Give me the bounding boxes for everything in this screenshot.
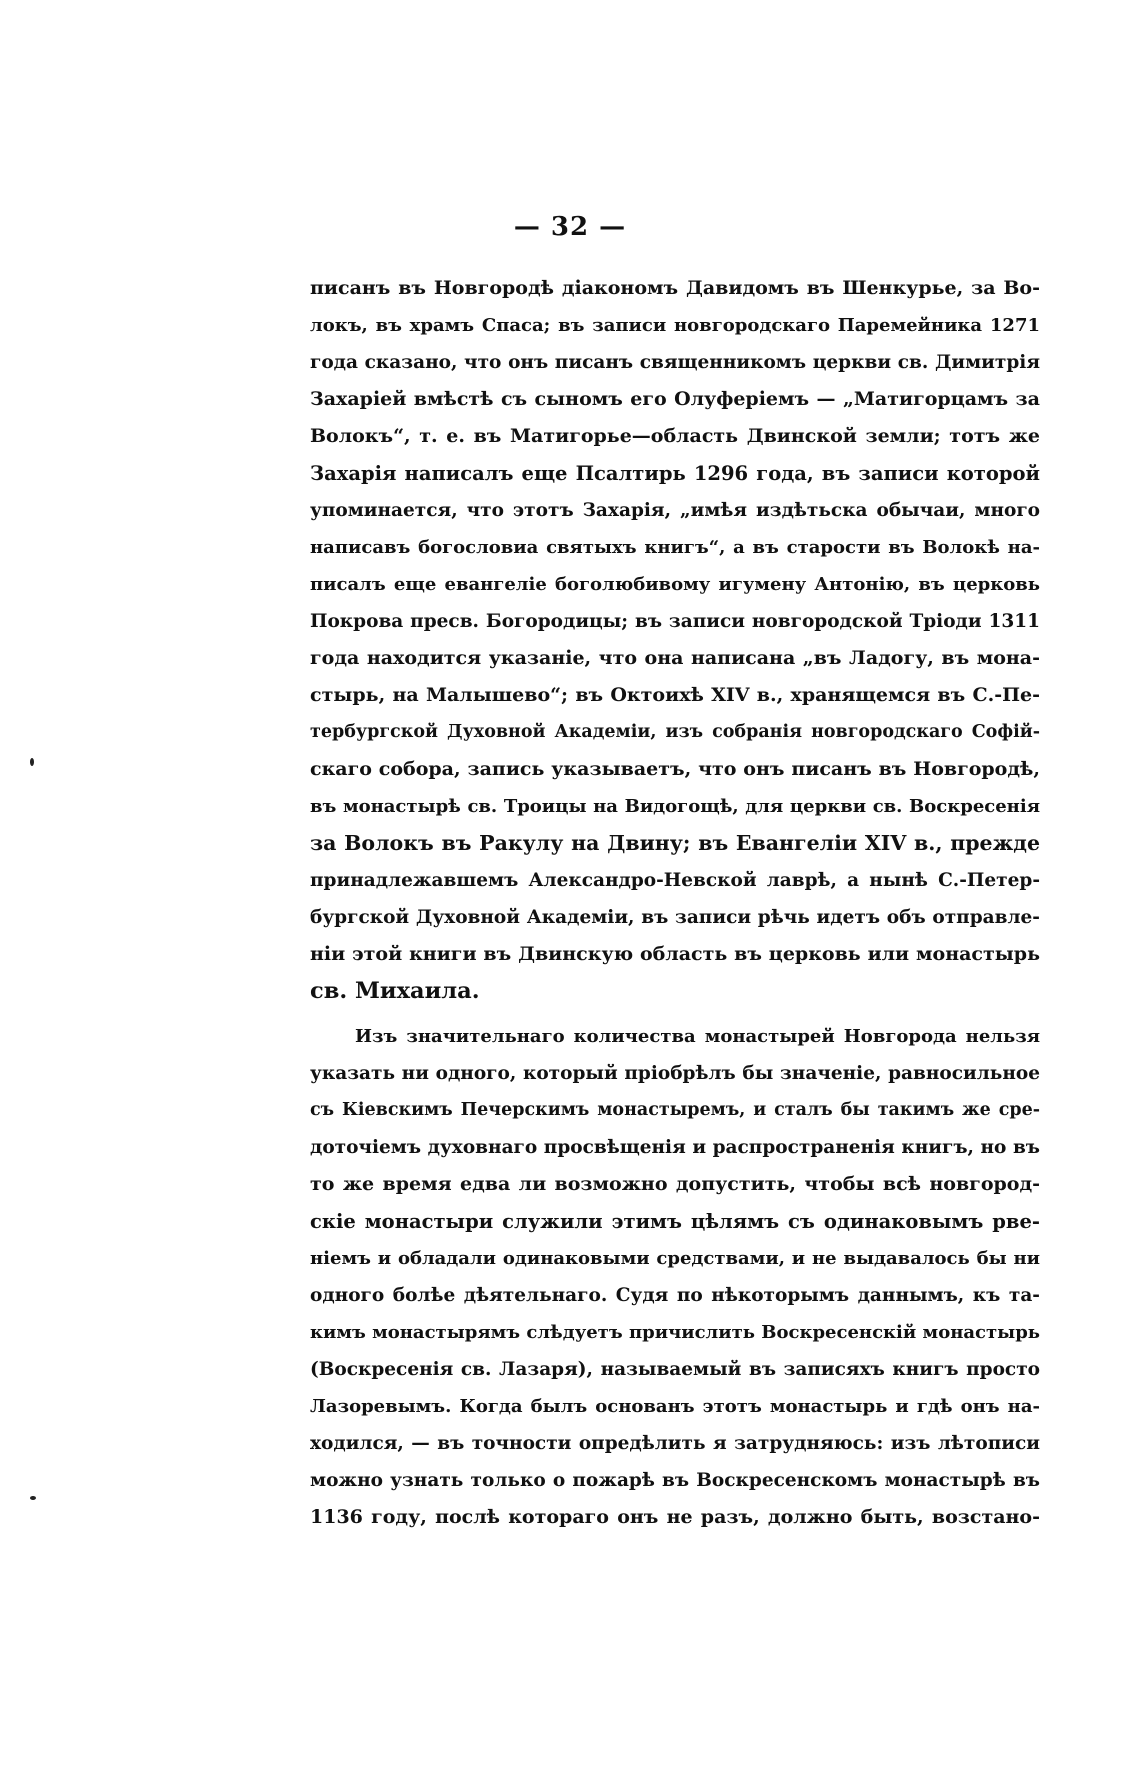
scan-speck	[30, 758, 34, 766]
text-line: св. Михаила.	[310, 978, 480, 1004]
text-line: одного болѣе дѣятельнаго. Судя по нѣкоторымъ даннымъ, къ та-	[310, 1285, 1040, 1306]
text-line: скіе монастыри служили этимъ цѣлямъ съ одинаковымъ рве-	[310, 1210, 1040, 1233]
text-line: Захарія написалъ еще Псалтирь 1296 года, въ записи которой	[310, 462, 1040, 485]
text-line: тербургской Духовной Академіи, изъ собранія новгородскаго Софій-	[310, 722, 1040, 742]
text-line: указать ни одного, который пріобрѣлъ бы значеніе, равносильное	[310, 1063, 1040, 1084]
text-line: ніи этой книги въ Двинскую область въ церковь или монастырь	[310, 943, 1040, 965]
text-line: ніемъ и обладали одинаковыми средствами, и не выдавалось бы ни	[310, 1248, 1040, 1269]
text-line: ходился, — въ точности опредѣлить я затрудняюсь: изъ лѣтописи	[310, 1433, 1040, 1454]
text-line: принадлежавшемъ Александро-Невской лаврѣ, а нынѣ С.-Петер-	[310, 870, 1040, 891]
paragraph-1	[310, 270, 1040, 1010]
text-line: Лазоревымъ. Когда былъ основанъ этотъ монастырь и гдѣ онъ на-	[310, 1396, 1040, 1417]
text-line: писалъ еще евангеліе боголюбивому игумену Антонію, въ церковь	[310, 574, 1040, 595]
text-line: года сказано, что онъ писанъ священникомъ церкви св. Димитрія	[310, 352, 1040, 373]
text-line: за Волокъ въ Ракулу на Двину; въ Евангеліи XIV в., прежде	[310, 831, 1040, 855]
text-line: 1136 году, послѣ котораго онъ не разъ, должно быть, возстано-	[310, 1506, 1040, 1528]
text-line: Изъ значительнаго количества монастырей Новгорода нельзя	[355, 1026, 1040, 1047]
scan-speck	[30, 1496, 36, 1500]
body-text	[310, 270, 1040, 1536]
text-line: упоминается, что этотъ Захарія, „имѣя издѣтьска обычаи, много	[310, 500, 1040, 521]
paragraph-2	[310, 1018, 1040, 1536]
text-line: бургской Духовной Академіи, въ записи рѣчь идетъ объ отправле-	[310, 907, 1040, 928]
text-line: кимъ монастырямъ слѣдуетъ причислить Воскресенскій монастырь	[310, 1322, 1040, 1343]
text-line: Покрова пресв. Богородицы; въ записи новгородской Тріоди 1311	[310, 611, 1040, 632]
text-line: скаго собора, запись указываетъ, что онъ писанъ въ Новгородѣ,	[310, 758, 1040, 780]
text-line: года находится указаніе, что она написана „въ Ладогу, въ мона-	[310, 647, 1040, 669]
text-line: локъ, въ храмъ Спаса; въ записи новгородскаго Паремейника 1271	[310, 315, 1040, 336]
text-line: въ монастырѣ св. Троицы на Видогощѣ, для церкви св. Воскресенія	[310, 796, 1040, 817]
text-line: доточіемъ духовнаго просвѣщенія и распространенія книгъ, но въ	[310, 1137, 1040, 1158]
text-line: съ Кіевскимъ Печерскимъ монастыремъ, и сталъ бы такимъ же сре-	[310, 1100, 1040, 1120]
text-line: Волокъ“, т. е. въ Матигорье—область Двинской земли; тотъ же	[310, 425, 1040, 447]
page-number: — 32 —	[513, 212, 627, 242]
text-line: можно узнать только о пожарѣ въ Воскресенскомъ монастырѣ въ	[310, 1470, 1040, 1491]
text-line: то же время едва ли возможно допустить, чтобы всѣ новгород-	[310, 1173, 1040, 1195]
paragraph-gap	[310, 1010, 1040, 1018]
text-line: стырь, на Малышево“; въ Октоихѣ XIV в., хранящемся въ С.-Пе-	[310, 684, 1040, 706]
text-line: (Воскресенія св. Лазаря), называемый въ записяхъ книгъ просто	[310, 1359, 1040, 1380]
text-line: писанъ въ Новгородѣ діакономъ Давидомъ въ Шенкурье, за Во-	[310, 277, 1040, 299]
text-line: написавъ богословиа святыхъ книгъ“, а въ старости въ Волокѣ на-	[310, 537, 1040, 558]
text-line: Захаріей вмѣстѣ съ сыномъ его Олуферіемъ — „Матигорцамъ за	[310, 388, 1040, 410]
